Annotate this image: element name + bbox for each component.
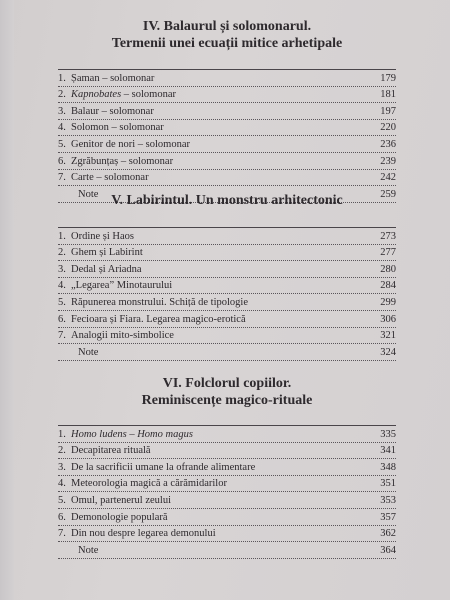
- entry-page: 277: [380, 247, 396, 259]
- toc-entry: [58, 170, 396, 187]
- entry-page: 324: [380, 346, 396, 358]
- toc-entry: [58, 426, 396, 443]
- toc-entry: [58, 492, 396, 509]
- entry-number: 5.: [58, 296, 66, 308]
- entry-page: 348: [380, 461, 396, 473]
- entry-page: 181: [380, 89, 396, 101]
- entry-number: 1.: [58, 72, 66, 84]
- toc-section-vi: [58, 375, 396, 559]
- toc-entry-notes: [58, 344, 396, 361]
- entry-page: 364: [380, 544, 396, 556]
- entry-number: 3.: [58, 263, 66, 275]
- toc-section-v: [58, 192, 396, 361]
- toc-entry: [58, 120, 396, 137]
- entry-title: Note: [78, 188, 99, 200]
- entry-number: 2.: [58, 89, 66, 101]
- toc-list: [58, 227, 396, 361]
- entry-page: 259: [380, 188, 396, 200]
- entry-title: Solomon – solomonar: [71, 122, 164, 134]
- entry-number: 7.: [58, 172, 66, 184]
- section-title: [58, 375, 396, 409]
- entry-title: [71, 88, 376, 102]
- entry-page: 357: [380, 511, 396, 523]
- entry-title-rest: – solomonar: [121, 89, 176, 101]
- toc-entry: [58, 526, 396, 543]
- entry-page: 242: [380, 172, 396, 184]
- entry-page: 299: [380, 296, 396, 308]
- entry-title: Șaman – solomonar: [71, 72, 155, 84]
- toc-list: [58, 425, 396, 559]
- entry-title: Omul, partenerul zeului: [71, 494, 172, 506]
- entry-title-italic: Homo ludens – Homo magus: [71, 428, 193, 440]
- section-title-line2: Reminiscențe magico-rituale: [141, 393, 313, 408]
- entry-title: Decapitarea rituală: [71, 445, 151, 457]
- entry-number: 6.: [58, 511, 66, 523]
- entry-title: Balaur – solomonar: [71, 105, 154, 117]
- entry-page: 341: [380, 445, 396, 457]
- entry-number: 7.: [58, 528, 66, 540]
- entry-title: Din nou despre legarea demonului: [71, 528, 216, 540]
- section-title-line1: IV. Balaurul și solomonarul.: [142, 19, 312, 34]
- entry-page: 197: [380, 105, 396, 117]
- section-title-line1: V. Labirintul. Un monstru arhitectonic: [111, 193, 343, 208]
- entry-title: Genitor de nori – solomonar: [71, 138, 190, 150]
- entry-page: 220: [380, 122, 396, 134]
- toc-entry: [58, 443, 396, 460]
- entry-number: 2.: [58, 247, 66, 259]
- entry-number: 4.: [58, 122, 66, 134]
- entry-page: 179: [380, 72, 396, 84]
- entry-title: Ghem și Labirint: [71, 247, 143, 259]
- entry-title: Carte – solomonar: [71, 172, 149, 184]
- entry-title: Demonologie populară: [71, 511, 168, 523]
- entry-page: 306: [380, 313, 396, 325]
- toc-entry: [58, 136, 396, 153]
- entry-title: Meteorologia magică a cărămidarilor: [71, 478, 227, 490]
- entry-number: 1.: [58, 428, 66, 440]
- entry-title: De la sacrificii umane la ofrande alimentare: [71, 461, 256, 473]
- entry-number: 7.: [58, 330, 66, 342]
- section-title: [58, 18, 396, 52]
- toc-entry: [58, 153, 396, 170]
- toc-entry: [58, 261, 396, 278]
- entry-page: 353: [380, 494, 396, 506]
- toc-section-iv: [58, 18, 396, 203]
- entry-number: 1.: [58, 230, 66, 242]
- entry-title: Răpunerea monstrului. Schiță de tipologie: [71, 296, 249, 308]
- entry-page: 280: [380, 263, 396, 275]
- toc-entry: [58, 228, 396, 245]
- entry-number: 4.: [58, 280, 66, 292]
- toc-entry: [58, 311, 396, 328]
- entry-page: 239: [380, 155, 396, 167]
- entry-title: Dedal și Ariadna: [71, 263, 142, 275]
- toc-entry: [58, 476, 396, 493]
- entry-title-italic: Kapnobates: [71, 89, 122, 101]
- entry-number: 6.: [58, 155, 66, 167]
- toc-entry: [58, 459, 396, 476]
- entry-number: 3.: [58, 105, 66, 117]
- toc-entry: [58, 278, 396, 295]
- entry-number: 3.: [58, 461, 66, 473]
- entry-title: Ordine și Haos: [71, 230, 134, 242]
- entry-title: [71, 428, 376, 442]
- entry-title: Note: [78, 346, 99, 358]
- entry-page: 273: [380, 230, 396, 242]
- toc-entry: [58, 245, 396, 262]
- entry-number: 2.: [58, 445, 66, 457]
- toc-entry-notes: [58, 542, 396, 559]
- toc-entry: [58, 509, 396, 526]
- entry-title: Note: [78, 544, 99, 556]
- entry-title: Fecioara și Fiara. Legarea magico-erotică: [71, 313, 246, 325]
- section-title-line1: VI. Folclorul copiilor.: [162, 376, 292, 391]
- entry-page: 321: [380, 330, 396, 342]
- toc-entry: [58, 70, 396, 87]
- entry-number: 5.: [58, 138, 66, 150]
- toc-entry: [58, 328, 396, 345]
- entry-number: 4.: [58, 478, 66, 490]
- entry-page: 335: [380, 428, 396, 440]
- entry-number: 6.: [58, 313, 66, 325]
- toc-entry: [58, 87, 396, 104]
- section-title: [58, 192, 396, 209]
- toc-list: [58, 69, 396, 203]
- entry-page: 351: [380, 478, 396, 490]
- entry-page: 236: [380, 138, 396, 150]
- entry-title: Analogii mito-simbolice: [71, 330, 174, 342]
- entry-page: 284: [380, 280, 396, 292]
- entry-page: 362: [380, 528, 396, 540]
- entry-title: Zgrăbunțaș – solomonar: [71, 155, 174, 167]
- page-margin-shadow: [0, 0, 14, 600]
- toc-entry: [58, 103, 396, 120]
- entry-number: 5.: [58, 494, 66, 506]
- toc-entry: [58, 294, 396, 311]
- entry-title: „Legarea” Minotaurului: [71, 280, 173, 292]
- section-title-line2: Termenii unei ecuații mitice arhetipale: [111, 36, 343, 51]
